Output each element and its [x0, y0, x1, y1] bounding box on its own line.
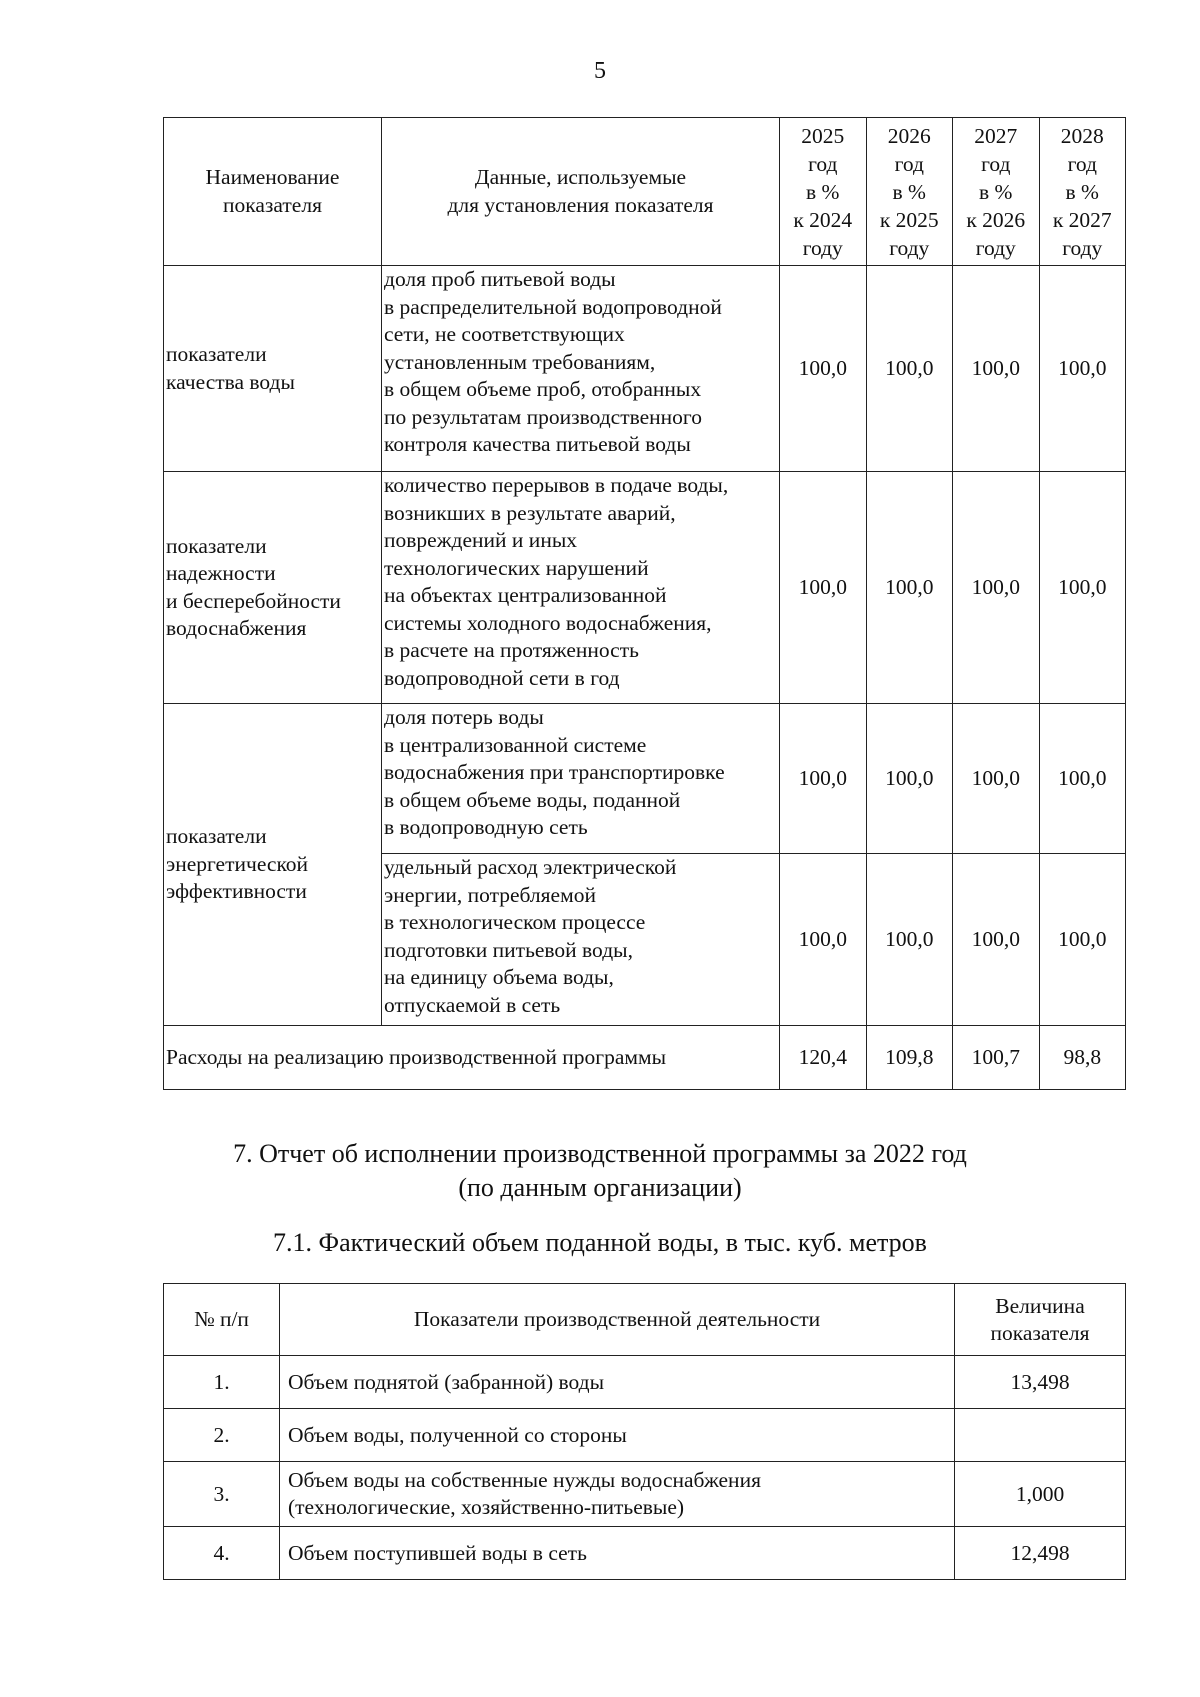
water-volume-table: [163, 1283, 1126, 1580]
value-cell: 100,0: [1039, 266, 1126, 472]
value-cell: 100,0: [780, 266, 867, 472]
row-number: 3.: [164, 1462, 280, 1527]
header-year-2027: 2027 год в % к 2026 году: [953, 118, 1040, 266]
row-value: 1,000: [955, 1462, 1126, 1527]
row-value: [955, 1409, 1126, 1462]
value-cell: 100,0: [953, 472, 1040, 704]
value-cell: 100,0: [866, 472, 953, 704]
total-value: 100,7: [953, 1026, 1040, 1090]
row-indicator: Объем поднятой (забранной) воды: [280, 1356, 955, 1409]
table-row: [164, 1527, 1126, 1580]
section-7-1-title: 7.1. Фактический объем поданной воды, в тыс. куб. метров: [273, 1228, 927, 1257]
header-num: № п/п: [164, 1284, 280, 1356]
table-row: [164, 1409, 1126, 1462]
header-indicator: Показатели производственной деятельности: [280, 1284, 955, 1356]
value-cell: 100,0: [953, 266, 1040, 472]
value-cell: 100,0: [1039, 472, 1126, 704]
indicators-header-row: [164, 118, 1126, 266]
total-row: [164, 1026, 1126, 1090]
header-value: Величина показателя: [955, 1284, 1126, 1356]
value-cell: 100,0: [866, 704, 953, 854]
row-value: 12,498: [955, 1527, 1126, 1580]
group-name-energy-efficiency: показатели энергетической эффективности: [164, 704, 382, 1026]
value-cell: 100,0: [953, 704, 1040, 854]
indicator-description: доля проб питьевой воды в распределительной водопроводной сети, не соответствующих установленным требованиям, в общем объеме проб, отобранных по результатам производственного контроля качества питьевой воды: [382, 266, 780, 472]
value-cell: 100,0: [866, 266, 953, 472]
total-value: 120,4: [780, 1026, 867, 1090]
row-number: 4.: [164, 1527, 280, 1580]
value-cell: 100,0: [1039, 704, 1126, 854]
header-year-2028: 2028 год в % к 2027 году: [1039, 118, 1126, 266]
value-cell: 100,0: [866, 854, 953, 1026]
table-row: [164, 266, 1126, 472]
group-name-reliability: показатели надежности и бесперебойности водоснабжения: [164, 472, 382, 704]
value-cell: 100,0: [780, 472, 867, 704]
value-cell: 100,0: [780, 704, 867, 854]
total-label: Расходы на реализацию производственной программы: [164, 1026, 780, 1090]
indicator-description: удельный расход электрической энергии, потребляемой в технологическом процессе подготовки питьевой воды, на единицу объема воды, отпускаемой в сеть: [382, 854, 780, 1026]
row-indicator: Объем воды, полученной со стороны: [280, 1409, 955, 1462]
water-volume-header-row: [164, 1284, 1126, 1356]
indicators-table: [163, 117, 1126, 1090]
table-row: [164, 1462, 1126, 1527]
header-indicator-data: Данные, используемые для установления показателя: [382, 118, 780, 266]
value-cell: 100,0: [780, 854, 867, 1026]
indicator-description: количество перерывов в подаче воды, возникших в результате аварий, повреждений и иных технологических нарушений на объектах централизованной системы холодного водоснабжения, в расчете на протяженность водопроводной сети в год: [382, 472, 780, 704]
row-indicator: Объем поступившей воды в сеть: [280, 1527, 955, 1580]
table-row: [164, 1356, 1126, 1409]
row-number: 1.: [164, 1356, 280, 1409]
group-name-water-quality: показатели качества воды: [164, 266, 382, 472]
total-value: 109,8: [866, 1026, 953, 1090]
value-cell: 100,0: [1039, 854, 1126, 1026]
header-year-2025: 2025 год в % к 2024 году: [780, 118, 867, 266]
row-indicator: Объем воды на собственные нужды водоснабжения (технологические, хозяйственно-питьевые): [280, 1462, 955, 1527]
indicator-description: доля потерь воды в централизованной системе водоснабжения при транспортировке в общем объеме воды, поданной в водопроводную сеть: [382, 704, 780, 854]
row-number: 2.: [164, 1409, 280, 1462]
header-year-2026: 2026 год в % к 2025 году: [866, 118, 953, 266]
table-row: [164, 704, 1126, 854]
page-number: 5: [594, 58, 606, 84]
table-row: [164, 472, 1126, 704]
header-indicator-name: Наименование показателя: [164, 118, 382, 266]
total-value: 98,8: [1039, 1026, 1126, 1090]
value-cell: 100,0: [953, 854, 1040, 1026]
row-value: 13,498: [955, 1356, 1126, 1409]
section-7-title: 7. Отчет об исполнении производственной программы за 2022 год (по данным организации): [233, 1139, 967, 1202]
